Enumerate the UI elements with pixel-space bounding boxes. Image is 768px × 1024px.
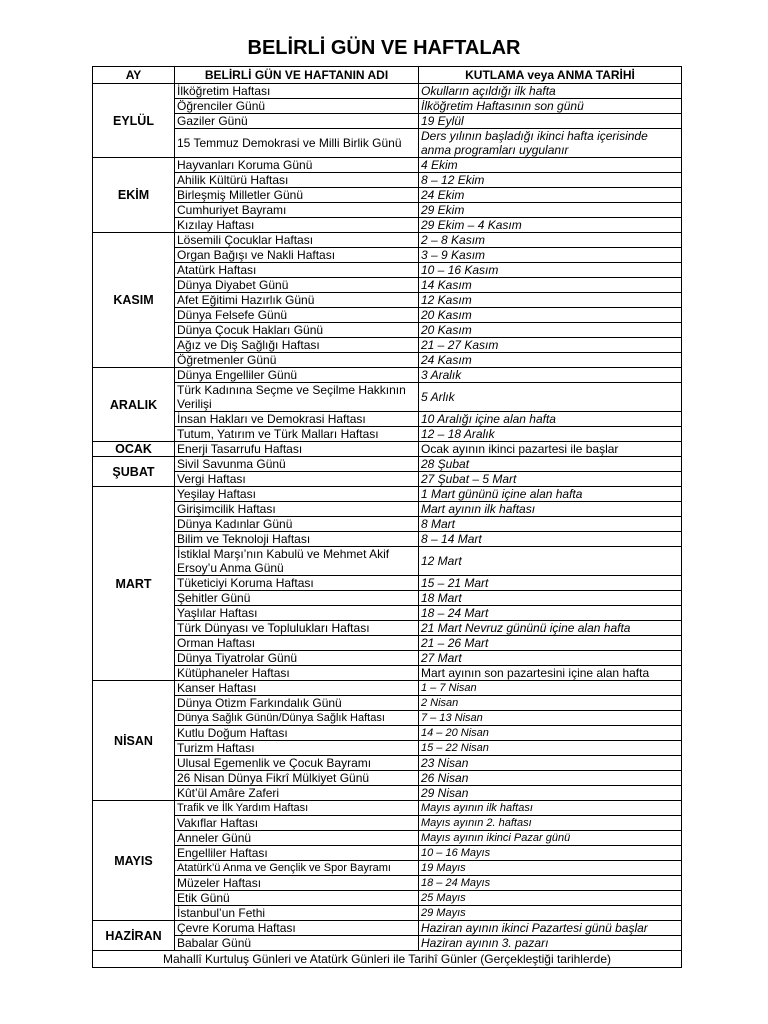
- event-name-cell: Öğrenciler Günü: [175, 99, 419, 114]
- event-date-cell: 18 Mart: [419, 591, 682, 606]
- event-date-cell: 14 Kasım: [419, 278, 682, 293]
- event-date-cell: 26 Nisan: [419, 771, 682, 786]
- event-name-cell: 15 Temmuz Demokrasi ve Milli Birlik Günü: [175, 129, 419, 158]
- header-name: BELİRLİ GÜN VE HAFTANIN ADI: [175, 67, 419, 84]
- table-row: [93, 816, 682, 831]
- event-date-cell: 7 – 13 Nisan: [419, 711, 682, 726]
- event-name-cell: İnsan Hakları ve Demokrasi Haftası: [175, 412, 419, 427]
- event-date-cell: 1 Mart gününü içine alan hafta: [419, 487, 682, 502]
- event-name-cell: Babalar Günü: [175, 936, 419, 951]
- table-row: [93, 293, 682, 308]
- event-date-cell: Haziran ayının ikinci Pazartesi günü başlar: [419, 921, 682, 936]
- event-name-cell: Trafik ve İlk Yardım Haftası: [175, 801, 419, 816]
- table-body: [93, 84, 682, 951]
- event-date-cell: 8 – 12 Ekim: [419, 173, 682, 188]
- event-date-cell: Mayıs ayının ikinci Pazar günü: [419, 831, 682, 846]
- event-date-cell: 19 Mayıs: [419, 861, 682, 876]
- table-row: [93, 606, 682, 621]
- table-row: [93, 308, 682, 323]
- event-date-cell: 29 Nisan: [419, 786, 682, 801]
- event-name-cell: Türk Dünyası ve Toplulukları Haftası: [175, 621, 419, 636]
- table-row: [93, 741, 682, 756]
- month-cell: ARALIK: [93, 368, 175, 442]
- event-name-cell: Vakıflar Haftası: [175, 816, 419, 831]
- table-row: [93, 263, 682, 278]
- footer-note: Mahallî Kurtuluş Günleri ve Atatürk Günleri ile Tarihî Günler (Gerçekleştiği tarihlerde): [93, 951, 682, 968]
- event-date-cell: 23 Nisan: [419, 756, 682, 771]
- event-name-cell: Dünya Diyabet Günü: [175, 278, 419, 293]
- header-date: KUTLAMA veya ANMA TARİHİ: [419, 67, 682, 84]
- table-row: [93, 368, 682, 383]
- month-cell: MAYIS: [93, 801, 175, 921]
- table-row: [93, 666, 682, 681]
- event-date-cell: 21 – 26 Mart: [419, 636, 682, 651]
- event-date-cell: Mayıs ayının ilk haftası: [419, 801, 682, 816]
- event-name-cell: Dünya Engelliler Günü: [175, 368, 419, 383]
- event-date-cell: 18 – 24 Mayıs: [419, 876, 682, 891]
- table-row: [93, 771, 682, 786]
- table-row: [93, 158, 682, 173]
- table-row: [93, 442, 682, 457]
- event-date-cell: 2 Nisan: [419, 696, 682, 711]
- table-row: [93, 487, 682, 502]
- event-date-cell: 20 Kasım: [419, 308, 682, 323]
- event-date-cell: 12 – 18 Aralık: [419, 427, 682, 442]
- event-name-cell: Dünya Çocuk Hakları Günü: [175, 323, 419, 338]
- event-name-cell: Yaşlılar Haftası: [175, 606, 419, 621]
- event-name-cell: İstiklal Marşı’nın Kabulü ve Mehmet Akif Ersoy’u Anma Günü: [175, 547, 419, 576]
- event-date-cell: Mart ayının ilk haftası: [419, 502, 682, 517]
- event-date-cell: 12 Mart: [419, 547, 682, 576]
- event-date-cell: 27 Mart: [419, 651, 682, 666]
- month-cell: EYLÜL: [93, 84, 175, 158]
- event-name-cell: Müzeler Haftası: [175, 876, 419, 891]
- table-row: [93, 203, 682, 218]
- table-row: [93, 547, 682, 576]
- table-row: [93, 831, 682, 846]
- event-date-cell: 29 Mayıs: [419, 906, 682, 921]
- table-row: [93, 636, 682, 651]
- event-date-cell: Mayıs ayının 2. haftası: [419, 816, 682, 831]
- event-name-cell: Çevre Koruma Haftası: [175, 921, 419, 936]
- table-row: [93, 936, 682, 951]
- event-name-cell: Etik Günü: [175, 891, 419, 906]
- table-row: [93, 591, 682, 606]
- table-row: [93, 502, 682, 517]
- event-name-cell: Turizm Haftası: [175, 741, 419, 756]
- table-row: [93, 323, 682, 338]
- event-name-cell: İstanbul’un Fethi: [175, 906, 419, 921]
- event-name-cell: Engelliler Haftası: [175, 846, 419, 861]
- event-date-cell: 2 – 8 Kasım: [419, 233, 682, 248]
- table-row: [93, 84, 682, 99]
- event-name-cell: Hayvanları Koruma Günü: [175, 158, 419, 173]
- table-row: [93, 696, 682, 711]
- event-name-cell: Kütüphaneler Haftası: [175, 666, 419, 681]
- table-row: [93, 891, 682, 906]
- event-date-cell: 10 – 16 Kasım: [419, 263, 682, 278]
- event-date-cell: 10 Aralığı içine alan hafta: [419, 412, 682, 427]
- event-name-cell: Dünya Otizm Farkındalık Günü: [175, 696, 419, 711]
- event-date-cell: 15 – 22 Nisan: [419, 741, 682, 756]
- event-name-cell: Şehitler Günü: [175, 591, 419, 606]
- page-title: BELİRLİ GÜN VE HAFTALAR: [247, 37, 521, 59]
- table-row: [93, 218, 682, 233]
- table-row: [93, 921, 682, 936]
- month-cell: HAZİRAN: [93, 921, 175, 951]
- event-date-cell: 4 Ekim: [419, 158, 682, 173]
- month-cell: OCAK: [93, 442, 175, 457]
- event-date-cell: 3 Aralık: [419, 368, 682, 383]
- event-date-cell: 29 Ekim – 4 Kasım: [419, 218, 682, 233]
- event-name-cell: Tutum, Yatırım ve Türk Malları Haftası: [175, 427, 419, 442]
- event-name-cell: Öğretmenler Günü: [175, 353, 419, 368]
- event-name-cell: Dünya Felsefe Günü: [175, 308, 419, 323]
- table-row: [93, 906, 682, 921]
- event-date-cell: 29 Ekim: [419, 203, 682, 218]
- table-row: [93, 129, 682, 158]
- header-month: AY: [93, 67, 175, 84]
- event-name-cell: Organ Bağışı ve Nakli Haftası: [175, 248, 419, 263]
- event-date-cell: 10 – 16 Mayıs: [419, 846, 682, 861]
- table-row: [93, 427, 682, 442]
- event-name-cell: Girişimcilik Haftası: [175, 502, 419, 517]
- event-date-cell: İlköğretim Haftasının son günü: [419, 99, 682, 114]
- event-date-cell: 15 – 21 Mart: [419, 576, 682, 591]
- event-date-cell: 8 – 14 Mart: [419, 532, 682, 547]
- event-date-cell: 21 Mart Nevruz gününü içine alan hafta: [419, 621, 682, 636]
- event-date-cell: 8 Mart: [419, 517, 682, 532]
- event-name-cell: Kutlu Doğum Haftası: [175, 726, 419, 741]
- event-name-cell: Lösemili Çocuklar Haftası: [175, 233, 419, 248]
- table-row: [93, 114, 682, 129]
- event-name-cell: Vergi Haftası: [175, 472, 419, 487]
- event-date-cell: Mart ayının son pazartesini içine alan hafta: [419, 666, 682, 681]
- event-date-cell: 18 – 24 Mart: [419, 606, 682, 621]
- event-name-cell: Ahilik Kültürü Haftası: [175, 173, 419, 188]
- event-name-cell: Dünya Tiyatrolar Günü: [175, 651, 419, 666]
- event-name-cell: Kût’ül Amâre Zaferi: [175, 786, 419, 801]
- event-name-cell: Orman Haftası: [175, 636, 419, 651]
- table-row: [93, 353, 682, 368]
- table-row: [93, 786, 682, 801]
- table-row: [93, 517, 682, 532]
- event-name-cell: Ulusal Egemenlik ve Çocuk Bayramı: [175, 756, 419, 771]
- table-row: [93, 383, 682, 412]
- event-date-cell: 14 – 20 Nisan: [419, 726, 682, 741]
- footer-row: [93, 951, 682, 968]
- table-row: [93, 846, 682, 861]
- event-date-cell: 5 Arlık: [419, 383, 682, 412]
- event-name-cell: İlköğretim Haftası: [175, 84, 419, 99]
- event-date-cell: 24 Kasım: [419, 353, 682, 368]
- event-date-cell: 12 Kasım: [419, 293, 682, 308]
- event-name-cell: Türk Kadınına Seçme ve Seçilme Hakkının Verilişi: [175, 383, 419, 412]
- table-row: [93, 233, 682, 248]
- event-name-cell: Birleşmiş Milletler Günü: [175, 188, 419, 203]
- event-name-cell: Cumhuriyet Bayramı: [175, 203, 419, 218]
- month-cell: MART: [93, 487, 175, 681]
- event-name-cell: Atatürk’ü Anma ve Gençlik ve Spor Bayramı: [175, 861, 419, 876]
- table-row: [93, 756, 682, 771]
- event-date-cell: 24 Ekim: [419, 188, 682, 203]
- event-date-cell: 19 Eylül: [419, 114, 682, 129]
- month-cell: NİSAN: [93, 681, 175, 801]
- table-row: [93, 711, 682, 726]
- event-name-cell: Dünya Sağlık Günün/Dünya Sağlık Haftası: [175, 711, 419, 726]
- table-row: [93, 726, 682, 741]
- event-date-cell: Ocak ayının ikinci pazartesi ile başlar: [419, 442, 682, 457]
- event-name-cell: Ağız ve Diş Sağlığı Haftası: [175, 338, 419, 353]
- month-cell: EKİM: [93, 158, 175, 233]
- table-header-row: [93, 67, 682, 84]
- event-date-cell: Okulların açıldığı ilk hafta: [419, 84, 682, 99]
- event-date-cell: Haziran ayının 3. pazarı: [419, 936, 682, 951]
- table-row: [93, 457, 682, 472]
- event-date-cell: 3 – 9 Kasım: [419, 248, 682, 263]
- event-name-cell: Tüketiciyi Koruma Haftası: [175, 576, 419, 591]
- table-row: [93, 861, 682, 876]
- table-row: [93, 621, 682, 636]
- event-date-cell: 28 Şubat: [419, 457, 682, 472]
- event-name-cell: Kızılay Haftası: [175, 218, 419, 233]
- event-name-cell: Kanser Haftası: [175, 681, 419, 696]
- table-row: [93, 278, 682, 293]
- table-row: [93, 681, 682, 696]
- table-row: [93, 801, 682, 816]
- event-date-cell: 20 Kasım: [419, 323, 682, 338]
- event-name-cell: Sivil Savunma Günü: [175, 457, 419, 472]
- event-name-cell: Anneler Günü: [175, 831, 419, 846]
- days-weeks-table: [92, 66, 682, 968]
- table-row: [93, 99, 682, 114]
- month-cell: KASIM: [93, 233, 175, 368]
- event-name-cell: 26 Nisan Dünya Fikrî Mülkiyet Günü: [175, 771, 419, 786]
- event-name-cell: Atatürk Haftası: [175, 263, 419, 278]
- event-date-cell: 1 – 7 Nisan: [419, 681, 682, 696]
- event-name-cell: Yeşilay Haftası: [175, 487, 419, 502]
- table-row: [93, 338, 682, 353]
- event-date-cell: 21 – 27 Kasım: [419, 338, 682, 353]
- event-date-cell: 25 Mayıs: [419, 891, 682, 906]
- event-date-cell: Ders yılının başladığı ikinci hafta içerisinde anma programları uygulanır: [419, 129, 682, 158]
- event-name-cell: Afet Eğitimi Hazırlık Günü: [175, 293, 419, 308]
- table-row: [93, 532, 682, 547]
- table-row: [93, 412, 682, 427]
- event-name-cell: Gaziler Günü: [175, 114, 419, 129]
- event-name-cell: Dünya Kadınlar Günü: [175, 517, 419, 532]
- event-name-cell: Bilim ve Teknoloji Haftası: [175, 532, 419, 547]
- table-row: [93, 248, 682, 263]
- month-cell: ŞUBAT: [93, 457, 175, 487]
- table-row: [93, 876, 682, 891]
- table-row: [93, 173, 682, 188]
- event-name-cell: Enerji Tasarrufu Haftası: [175, 442, 419, 457]
- table-row: [93, 188, 682, 203]
- table-row: [93, 472, 682, 487]
- table-row: [93, 576, 682, 591]
- event-date-cell: 27 Şubat – 5 Mart: [419, 472, 682, 487]
- table-row: [93, 651, 682, 666]
